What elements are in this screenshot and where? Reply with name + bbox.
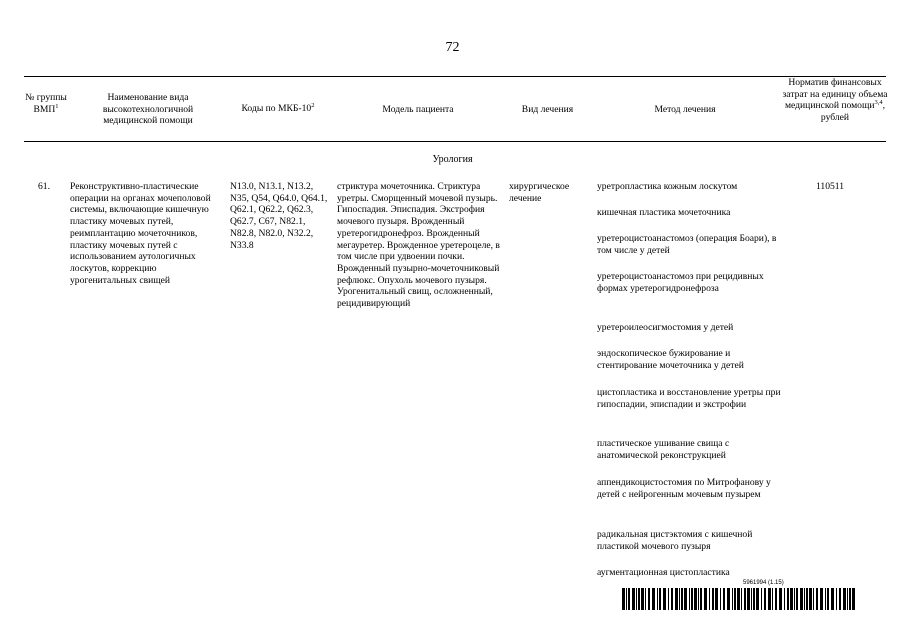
treatment-method-item: аппендикоцистостомия по Митрофанову у детей с нейрогенным мочевым пузырем xyxy=(597,477,771,500)
treatment-method-item: уретероилеосигмостомия у детей xyxy=(597,322,734,333)
treatment-method-item: цистопластика и восстановление уретры при гипоспадии, эписпадии и экстрофии xyxy=(597,387,781,410)
header-group-number xyxy=(24,92,68,115)
page-number: 72 xyxy=(445,40,460,55)
treatment-method-item: кишечная пластика мочеточника xyxy=(597,207,731,218)
treatment-method-item: аугментационная цистопластика xyxy=(597,567,730,578)
row-care-type: Реконструктивно-пластические операции на органах мочеполовой системы, включающие кишечную пластику мочевых путей, реимплантацию мочеточников, пластику мочевых путей с использованием аутологичных лоскутов, коррекцию урогенитальных свищей xyxy=(70,181,211,286)
header-icd-footnote: 2 xyxy=(311,101,315,109)
header-care-type: Наименование вида высокотехнологичной медицинской помощи xyxy=(102,92,194,127)
header-cost-norm-text: Норматив финансовых затрат на единицу объема медицинской помощи xyxy=(782,77,888,112)
header-treatment-type: Вид лечения xyxy=(521,104,574,115)
header-treatment-method: Метод лечения xyxy=(654,104,716,115)
treatment-method-item: уретропластика кожным лоскутом xyxy=(597,181,738,192)
header-group-number-text: № группы ВМП xyxy=(25,92,67,115)
treatment-method-item: пластическое ушивание свища с анатомической реконструкцией xyxy=(597,438,730,461)
treatment-method-item: эндоскопическое бужирование и стентирование мочеточника у детей xyxy=(597,348,744,371)
header-icd-text: Коды по МКБ-10 xyxy=(241,103,312,114)
barcode-label: 5961994 (1.15) xyxy=(743,580,784,586)
header-patient-model: Модель пациента xyxy=(382,104,454,115)
header-cost-norm-footnote: 3,4 xyxy=(874,99,883,106)
barcode xyxy=(622,588,858,610)
header-bottom-rule xyxy=(24,141,886,142)
header-cost-norm xyxy=(781,77,889,123)
header-icd-codes xyxy=(226,103,330,115)
row-group-number: 61. xyxy=(38,181,50,192)
treatment-method-item: уретероцистоанастомоз при рецидивных формах уретерогидронефроза xyxy=(597,271,764,294)
row-patient-model: стриктура мочеточника. Стриктура уретры. Сморщенный мочевой пузырь. Гипоспадия. Эписпадия. Экстрофия мочевого пузыря. Врожденный уретерогидронефроз. Врожденный мегауретер. Врожденное уретероцеле, в том числе при удвоении почки. Врожденный пузырно-мочеточниковый рефлюкс. Опухоль мочевого пузыря. Урогенитальный свищ, осложненный, рецидивирующий xyxy=(337,181,500,310)
treatment-method-item: радикальная цистэктомия с кишечной пластикой мочевого пузыря xyxy=(597,529,753,552)
header-cost-norm-tail: , рублей xyxy=(820,100,886,123)
header-group-number-footnote: 1 xyxy=(55,102,59,110)
section-title: Урология xyxy=(432,154,473,165)
row-treatment-type: хирургическое лечение xyxy=(509,181,570,204)
row-icd-codes: N13.0, N13.1, N13.2, N35, Q54, Q64.0, Q64.1, Q62.1, Q62.2, Q62.3, Q62.7, C67, N82.1, N82.8, N82.0, N32.2, N33.8 xyxy=(230,181,328,251)
row-cost-norm: 110511 xyxy=(815,181,845,192)
treatment-method-item: уретероцистоанастомоз (операция Боари), в том числе у детей xyxy=(597,233,777,256)
table-top-rule xyxy=(24,76,886,77)
